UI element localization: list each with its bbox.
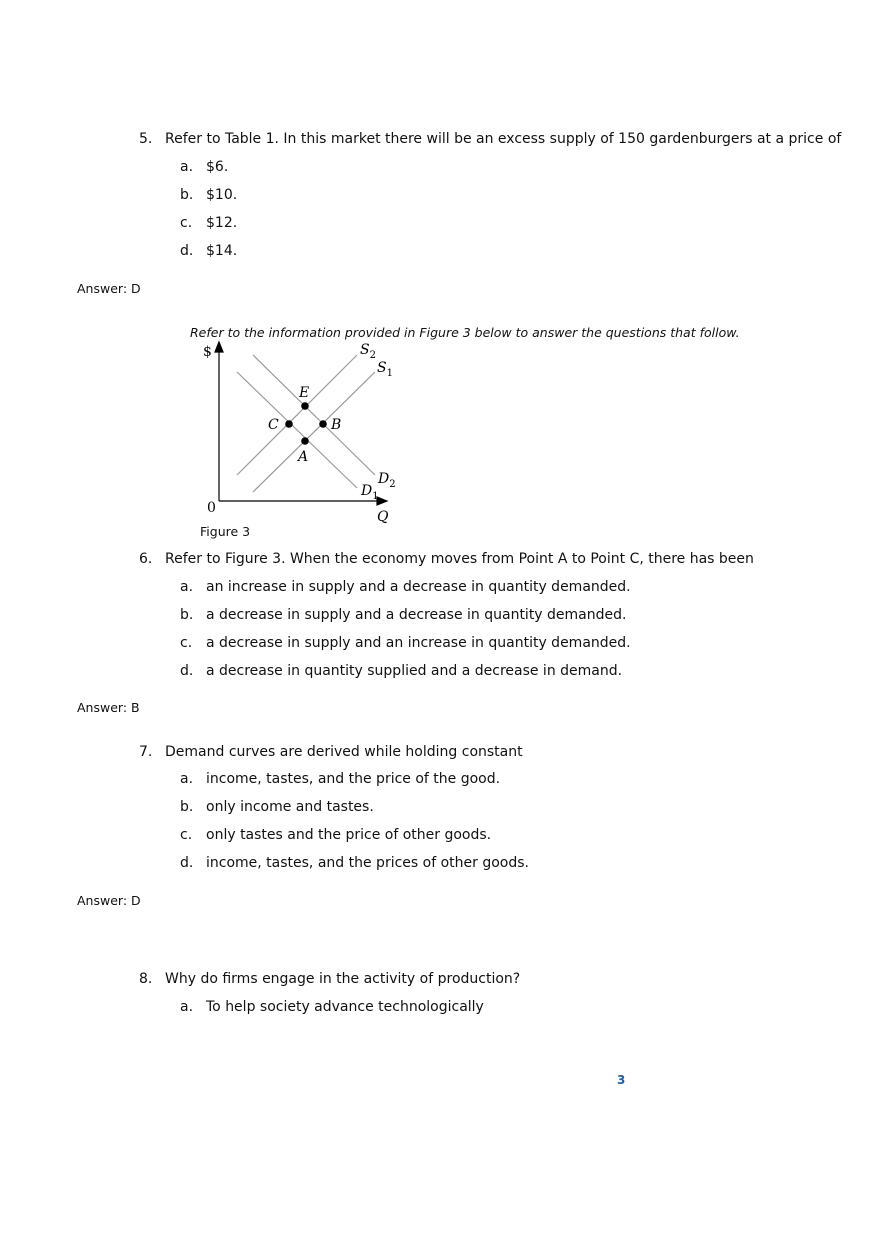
option-text: an increase in supply and a decrease in quantity demanded. <box>206 579 631 595</box>
option-text: $10. <box>206 187 238 203</box>
option-text: income, tastes, and the prices of other goods. <box>206 855 529 871</box>
option-text: To help society advance technologically <box>206 999 484 1015</box>
answer: Answer: B <box>77 700 140 715</box>
question-8 <box>139 971 521 987</box>
origin-label: 0 <box>207 500 216 516</box>
x-axis-label: Q <box>377 509 389 525</box>
label-b: B <box>331 417 342 433</box>
question-6 <box>139 551 754 567</box>
option-letter: b. <box>180 607 194 623</box>
figure-caption: Figure 3 <box>200 524 251 539</box>
question-text: Refer to Table 1. In this market there will be an excess supply of 150 gardenburgers at a price of <box>165 131 842 147</box>
question-text: Why do firms engage in the activity of production? <box>165 971 521 987</box>
question-number: 7. <box>139 744 153 760</box>
option-text: a decrease in supply and an increase in quantity demanded. <box>206 635 631 651</box>
supply-curve-s2 <box>237 355 357 475</box>
y-axis-arrow <box>215 342 223 352</box>
option-letter: c. <box>180 215 193 231</box>
question-number: 6. <box>139 551 153 567</box>
label-s1: $S_1$ <box>377 360 393 379</box>
label-d1: $D_1$ <box>361 483 379 502</box>
point-b <box>319 420 327 428</box>
option-letter: d. <box>180 855 194 871</box>
option-text: $12. <box>206 215 238 231</box>
point-e <box>301 402 309 410</box>
option <box>180 635 631 651</box>
option-letter: b. <box>180 187 194 203</box>
option-text: a decrease in supply and a decrease in quantity demanded. <box>206 607 627 623</box>
option-text: $14. <box>206 243 238 259</box>
option <box>180 827 492 843</box>
option-text: income, tastes, and the price of the good. <box>206 771 501 787</box>
option-text: only income and tastes. <box>206 799 374 815</box>
label-e: E <box>299 385 310 401</box>
question-number: 8. <box>139 971 153 987</box>
option-text: a decrease in quantity supplied and a decrease in demand. <box>206 663 623 679</box>
label-c: C <box>268 417 279 433</box>
label-d2: $D_2$ <box>378 471 396 490</box>
figure-intro: Refer to the information provided in Figure 3 below to answer the questions that follow. <box>190 325 740 340</box>
option <box>180 999 484 1015</box>
page-number: 3 <box>617 1073 626 1087</box>
demand-curve-d2 <box>253 355 375 475</box>
option-text: $6. <box>206 159 229 175</box>
option <box>180 607 627 623</box>
question-text: Demand curves are derived while holding constant <box>165 744 523 760</box>
option <box>180 579 631 595</box>
option-letter: a. <box>180 999 194 1015</box>
label-s2: $S_2$ <box>360 342 376 361</box>
option-text: only tastes and the price of other goods. <box>206 827 492 843</box>
option-letter: b. <box>180 799 194 815</box>
option <box>180 799 374 815</box>
option <box>180 771 501 787</box>
option-letter: d. <box>180 663 194 679</box>
y-axis-label: $ <box>203 344 212 360</box>
question-text: Refer to Figure 3. When the economy moves from Point A to Point C, there has been <box>165 551 754 567</box>
option <box>180 855 529 871</box>
label-a: A <box>298 449 309 465</box>
answer: Answer: D <box>77 281 141 296</box>
option-letter: a. <box>180 579 194 595</box>
option-letter: a. <box>180 159 194 175</box>
option-letter: d. <box>180 243 194 259</box>
option-letter: c. <box>180 635 193 651</box>
question-number: 5. <box>139 131 153 147</box>
point-c <box>285 420 293 428</box>
question-7 <box>139 744 523 760</box>
answer: Answer: D <box>77 893 141 908</box>
option-letter: a. <box>180 771 194 787</box>
option <box>180 663 623 679</box>
point-a <box>301 437 309 445</box>
option-letter: c. <box>180 827 193 843</box>
